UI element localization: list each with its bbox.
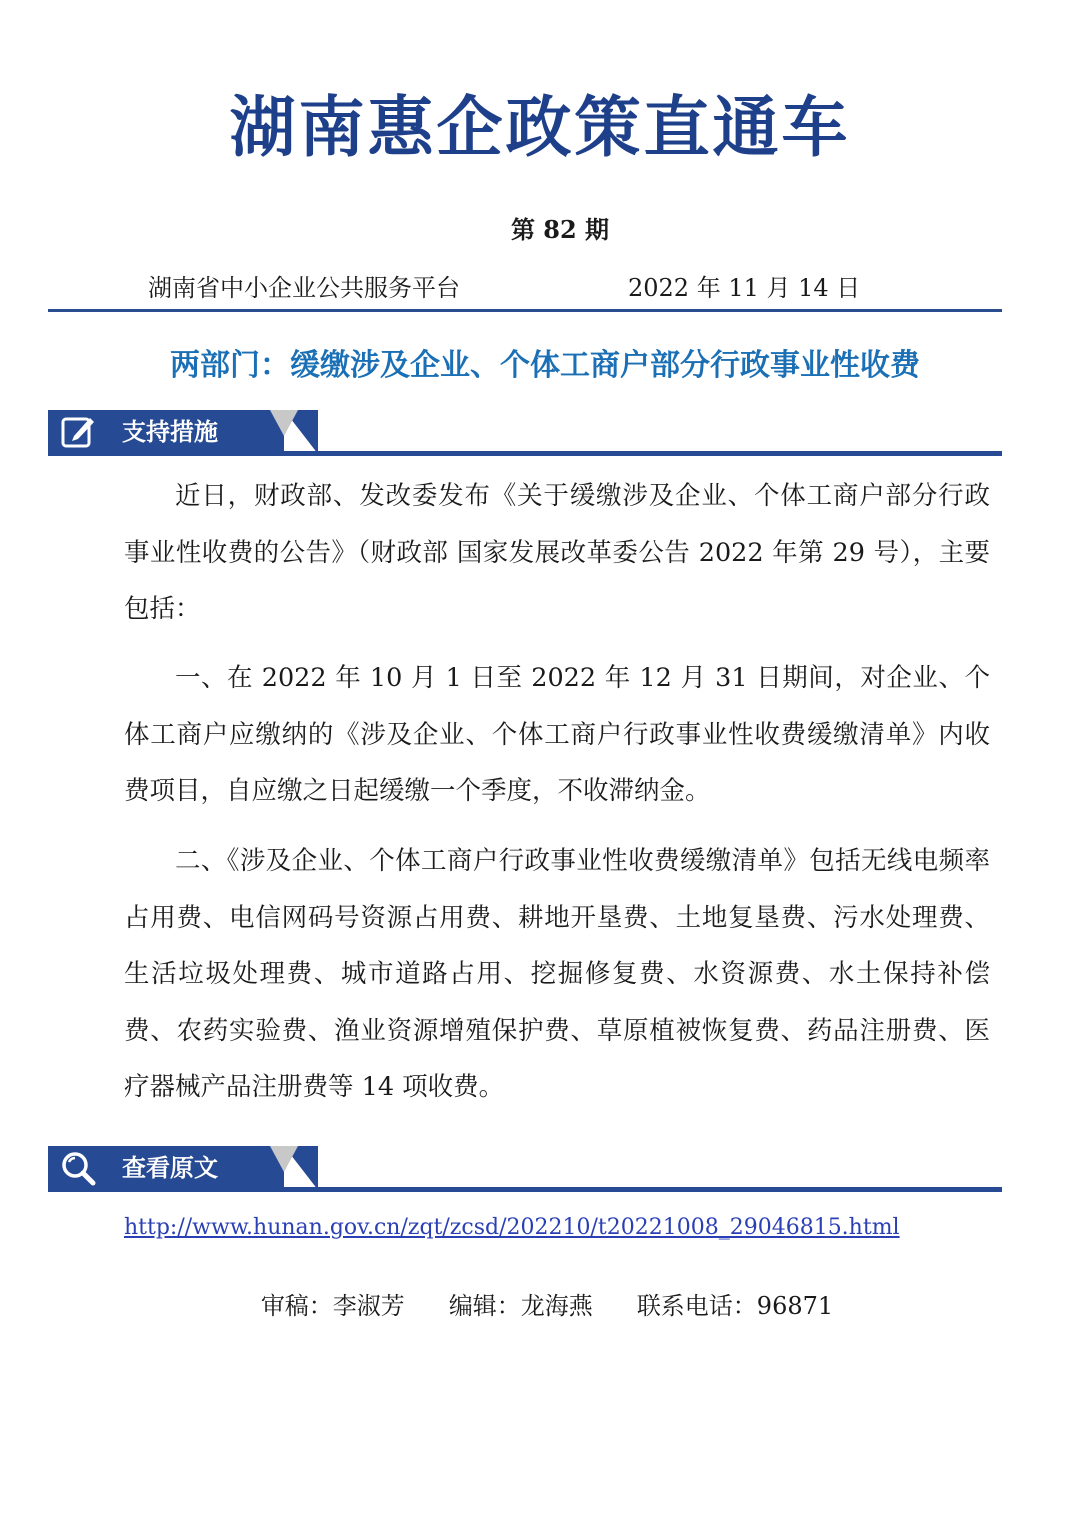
body-paragraph-1: 近日，财政部、发改委发布《关于缓缴涉及企业、个体工商户部分行政事业性收费的公告》（财政部 国家发展改革委公告 2022 年第 29 号），主要包括： <box>124 481 990 624</box>
body-paragraph-3: 二、《涉及企业、个体工商户行政事业性收费缓缴清单》包括无线电频率占用费、电信网码号资源占用费、耕地开垦费、土地复垦费、污水处理费、生活垃圾处理费、城市道路占用、挖掘修复费、水资源费、水土保持补偿费、农药实验费、渔业资源增殖保护费、草原植被恢复费、药品注册费、医疗器械产品注册费等 14 项收费。 <box>124 846 990 1102</box>
body-paragraph-2: 一、在 2022 年 10 月 1 日至 2022 年 12 月 31 日期间，对企业、个体工商户应缴纳的《涉及企业、个体工商户行政事业性收费缓缴清单》内收费项目，自应缴之日起缓缴一个季度，不收滞纳金。 <box>124 663 990 806</box>
footer-credits <box>0 1288 1080 1324</box>
publish-date: 2022 年 11 月 14 日 <box>628 274 861 302</box>
search-icon <box>60 1150 96 1186</box>
source-link[interactable]: http://www.hunan.gov.cn/zqt/zcsd/202210/t20221008_29046815.html <box>124 1215 900 1240</box>
edit-icon <box>60 414 96 450</box>
footer-editor: 编辑：龙海燕 <box>448 1292 593 1320</box>
header-divider <box>48 309 1002 312</box>
footer-reviewer: 审稿：李淑芳 <box>260 1292 405 1320</box>
masthead-title: 湖南惠企政策直通车 <box>229 89 851 166</box>
footer-phone: 联系电话：96871 <box>636 1292 834 1320</box>
section-tab-notch <box>270 1146 298 1172</box>
article-headline: 两部门：缓缴涉及企业、个体工商户部分行政事业性收费 <box>170 348 920 383</box>
publisher-name: 湖南省中小企业公共服务平台 <box>148 274 460 302</box>
section-tab-notch <box>270 410 298 436</box>
section-bar-support <box>48 410 1002 458</box>
issue-number: 第 82 期 <box>510 215 610 244</box>
section-label-original: 查看原文 <box>122 1154 218 1182</box>
section-underline <box>48 1187 1002 1192</box>
section-underline <box>48 451 1002 456</box>
section-bar-original <box>48 1146 1002 1194</box>
section-label-support: 支持措施 <box>122 418 218 446</box>
